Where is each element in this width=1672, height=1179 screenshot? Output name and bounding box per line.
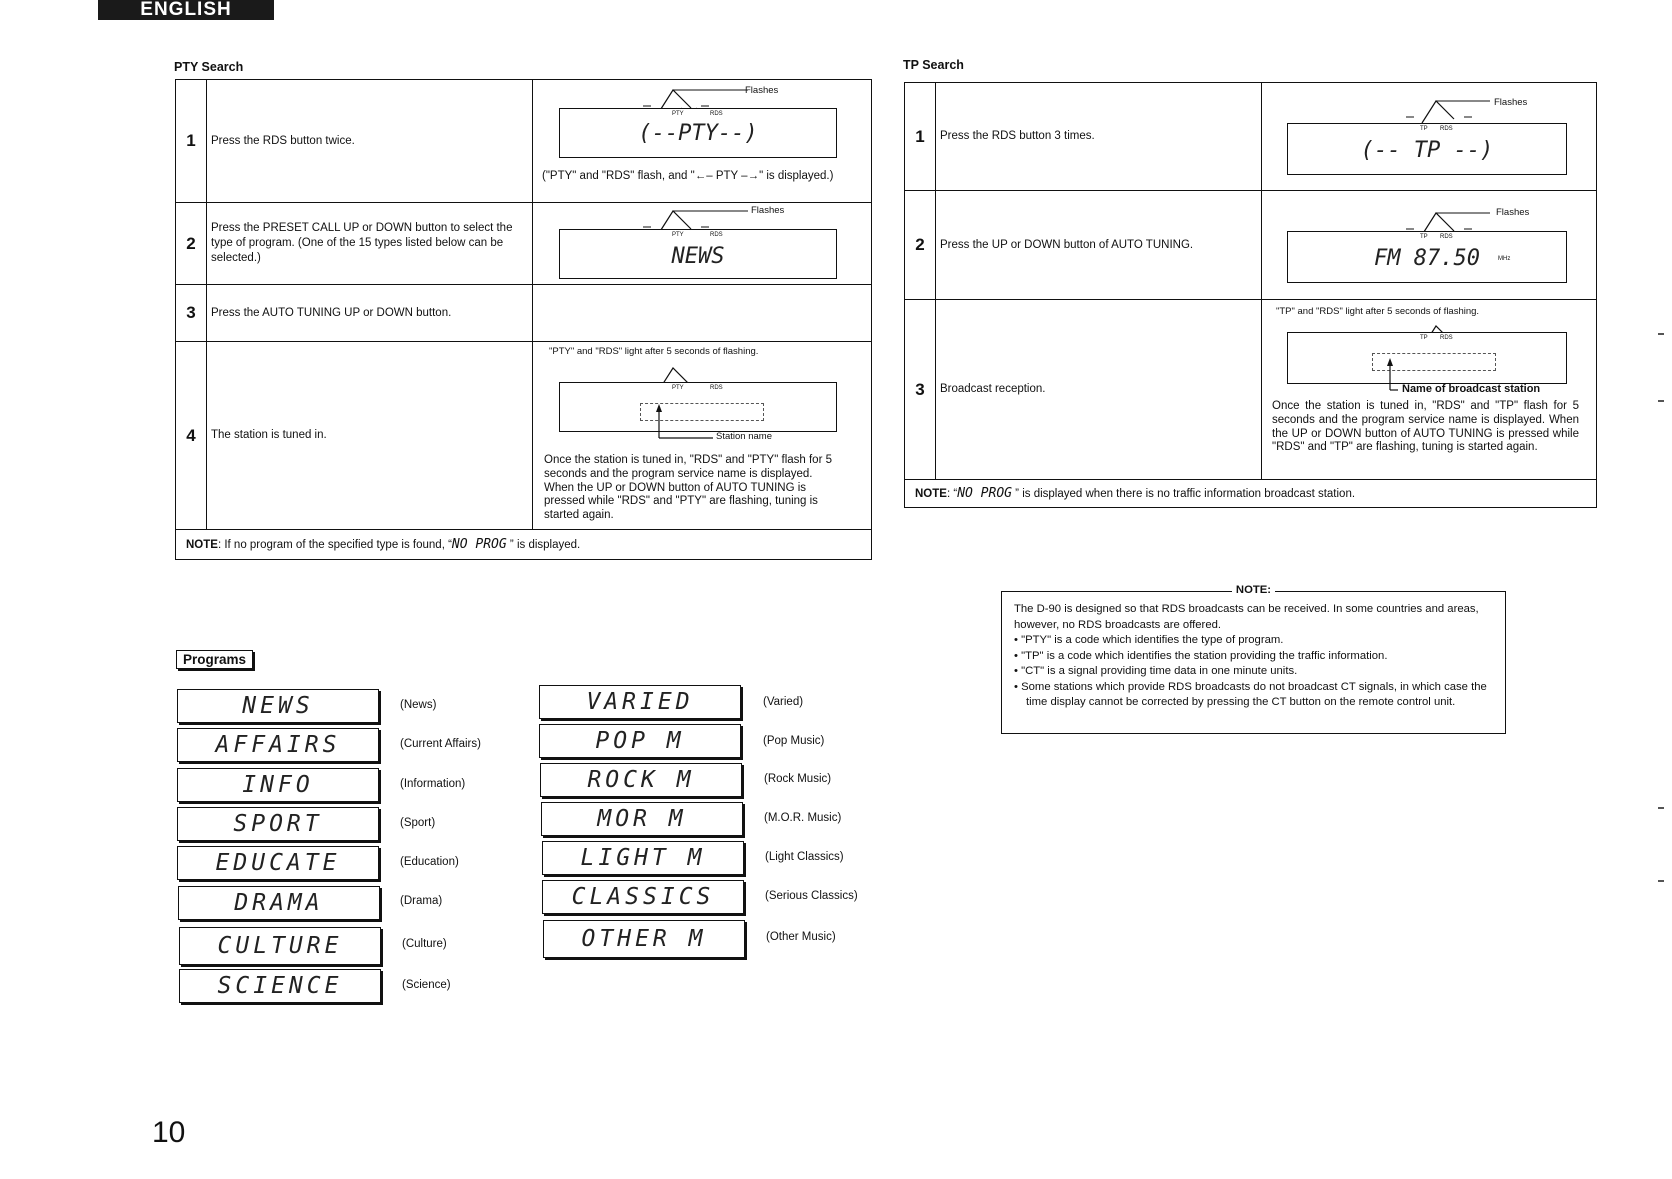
flashes-label: Flashes	[751, 205, 785, 216]
flashes-label: Flashes	[1496, 207, 1530, 218]
program-label: (Rock Music)	[764, 773, 832, 785]
tp-search-title: TP Search	[903, 58, 964, 72]
step-figure	[533, 342, 872, 530]
program-label: (Sport)	[400, 817, 436, 829]
pty-step-1	[176, 80, 872, 203]
note-bullet: • "CT" is a signal providing time data in one minute units.	[1014, 665, 1298, 678]
rds-indicator: RDS	[1440, 335, 1453, 341]
program-label: (News)	[400, 699, 437, 711]
pty-steps-table	[175, 79, 872, 560]
program-label: (Light Classics)	[765, 851, 844, 863]
margin-tick	[1658, 807, 1664, 809]
tp-step-3	[905, 300, 1597, 480]
step-figure	[1262, 300, 1597, 480]
pty-indicator: PTY	[672, 111, 684, 117]
step-figure	[533, 80, 872, 203]
station-name-label: Station name	[716, 431, 772, 442]
tp-indicator: TP	[1420, 234, 1428, 240]
step-number: 2	[905, 191, 936, 300]
margin-tick	[1658, 333, 1664, 335]
step-number: 4	[176, 342, 207, 530]
pty-step-3	[176, 285, 872, 342]
program-label: (Culture)	[402, 938, 447, 950]
pty-note	[176, 530, 872, 560]
step-text: Press the PRESET CALL UP or DOWN button to select the type of program. (One of the 15 types listed below can be selected.)	[207, 203, 533, 285]
lcd-text: FM 87.50	[1374, 246, 1480, 271]
rds-indicator: RDS	[710, 385, 723, 391]
note-heading: NOTE:	[1002, 583, 1505, 599]
lcd-display	[1287, 123, 1567, 175]
step-figure	[1262, 191, 1597, 300]
pty-note-row	[176, 530, 872, 560]
mhz-unit: MHz	[1498, 256, 1511, 262]
note-code: NO PROG	[451, 537, 507, 552]
note-text: : “	[946, 488, 958, 500]
step-number: 1	[905, 83, 936, 191]
program-code-box: AFFAIRS	[177, 728, 379, 762]
note-bullet: • "PTY" is a code which identifies the type of program.	[1014, 634, 1284, 647]
program-code-box: INFO	[177, 768, 379, 802]
program-label: (Current Affairs)	[400, 738, 481, 750]
tp-note-row	[905, 480, 1597, 508]
rds-note-box	[1001, 584, 1506, 734]
step-text: Press the RDS button 3 times.	[936, 83, 1262, 191]
program-code-box: LIGHT M	[542, 841, 744, 875]
program-code-box: SCIENCE	[179, 969, 381, 1003]
program-code-box: DRAMA	[178, 886, 380, 920]
program-code-box: CULTURE	[179, 927, 381, 965]
step-caption: ("PTY" and "RDS" flash, and "←– PTY –→" is displayed.)	[542, 170, 834, 182]
program-label: (M.O.R. Music)	[764, 812, 842, 824]
note-intro: The D-90 is designed so that RDS broadcasts can be received. In some countries and areas, however, no RDS broadcasts are offered.	[1014, 603, 1479, 631]
margin-tick	[1658, 880, 1664, 882]
program-label: (Information)	[400, 778, 466, 790]
step-number: 3	[176, 285, 207, 342]
program-code-box: EDUCATE	[177, 846, 379, 880]
step-number: 3	[905, 300, 936, 480]
step-number: 1	[176, 80, 207, 203]
tp-step-1	[905, 83, 1597, 191]
note-text-end: ” is displayed.	[506, 539, 581, 551]
step-text: Press the UP or DOWN button of AUTO TUNING.	[936, 191, 1262, 300]
pty-search-title: PTY Search	[174, 60, 244, 74]
program-label: (Varied)	[763, 696, 804, 708]
step-top-caption: "PTY" and "RDS" light after 5 seconds of flashing.	[549, 346, 759, 357]
note-code: NO PROG	[957, 486, 1012, 501]
page-number: 10	[152, 1116, 186, 1149]
step-number: 2	[176, 203, 207, 285]
program-label: (Science)	[402, 979, 451, 991]
step-figure	[1262, 83, 1597, 191]
flashes-label: Flashes	[745, 85, 779, 96]
program-label: (Drama)	[400, 895, 443, 907]
pty-indicator: PTY	[672, 385, 684, 391]
step-figure	[533, 203, 872, 285]
pty-step-4	[176, 342, 872, 530]
tp-indicator: TP	[1420, 335, 1428, 341]
note-bullet: • Some stations which provide RDS broadcasts do not broadcast CT signals, in which case the time display cannot be corrected by pressing the CT button on the remote control unit.	[1014, 680, 1487, 709]
language-tab: ENGLISH	[98, 0, 274, 20]
note-label: NOTE	[186, 539, 218, 551]
flashes-label: Flashes	[1494, 97, 1528, 108]
program-label: (Education)	[400, 856, 459, 868]
lcd-text: (-- TP --)	[1360, 138, 1494, 163]
step-caption: Once the station is tuned in, "RDS" and "PTY" flash for 5 seconds and the program service name is displayed. When the UP or DOWN button of AUTO TUNING is pressed while "RDS" and "PTY" are flashing, tuning is started again.	[544, 454, 832, 522]
program-code-box: ROCK M	[540, 763, 742, 797]
note-bullet: • "TP" is a code which identifies the station providing the traffic information.	[1014, 649, 1388, 662]
step-figure	[533, 285, 872, 342]
pty-indicator: PTY	[672, 232, 684, 238]
lcd-display	[559, 108, 837, 158]
step-text: Broadcast reception.	[936, 300, 1262, 480]
rds-indicator: RDS	[710, 232, 723, 238]
lcd-display	[1287, 231, 1567, 283]
note-text-end: ” is displayed when there is no traffic information broadcast station.	[1011, 488, 1356, 500]
step-text: The station is tuned in.	[207, 342, 533, 530]
program-label: (Pop Music)	[763, 735, 825, 747]
program-label: (Other Music)	[766, 931, 836, 943]
tp-step-2	[905, 191, 1597, 300]
pty-step-2	[176, 203, 872, 285]
programs-title: Programs	[176, 650, 253, 669]
lcd-display	[1287, 332, 1567, 384]
margin-tick	[1658, 400, 1664, 402]
program-code-box: CLASSICS	[542, 880, 744, 914]
lcd-text: (--PTY--)	[638, 121, 758, 146]
station-name-label: Name of broadcast station	[1402, 383, 1541, 395]
tp-note	[905, 480, 1597, 508]
program-label: (Serious Classics)	[765, 890, 858, 902]
program-code-box: VARIED	[539, 685, 741, 719]
step-caption: Once the station is tuned in, "RDS" and "TP" flash for 5 seconds and the program service name is displayed. When the UP or DOWN button of AUTO TUNING is pressed while "RDS" and "TP" are flashing, tuning is started again.	[1272, 400, 1579, 454]
rds-indicator: RDS	[710, 111, 723, 117]
program-code-box: OTHER M	[543, 920, 745, 958]
lcd-display	[559, 229, 837, 279]
lcd-text: NEWS	[671, 244, 725, 269]
note-label: NOTE	[915, 488, 947, 500]
program-code-box: MOR M	[541, 802, 743, 836]
tp-indicator: TP	[1420, 126, 1428, 132]
rds-indicator: RDS	[1440, 234, 1453, 240]
program-code-box: SPORT	[177, 807, 379, 841]
step-text: Press the AUTO TUNING UP or DOWN button.	[207, 285, 533, 342]
note-text: : If no program of the specified type is found, “	[217, 539, 452, 551]
note-bullets	[1014, 633, 1493, 711]
program-code-box: NEWS	[177, 689, 379, 723]
step-top-caption: "TP" and "RDS" light after 5 seconds of flashing.	[1276, 306, 1480, 317]
program-code-box: POP M	[539, 724, 741, 758]
step-text: Press the RDS button twice.	[207, 80, 533, 203]
rds-indicator: RDS	[1440, 126, 1453, 132]
tp-steps-table	[904, 82, 1597, 508]
